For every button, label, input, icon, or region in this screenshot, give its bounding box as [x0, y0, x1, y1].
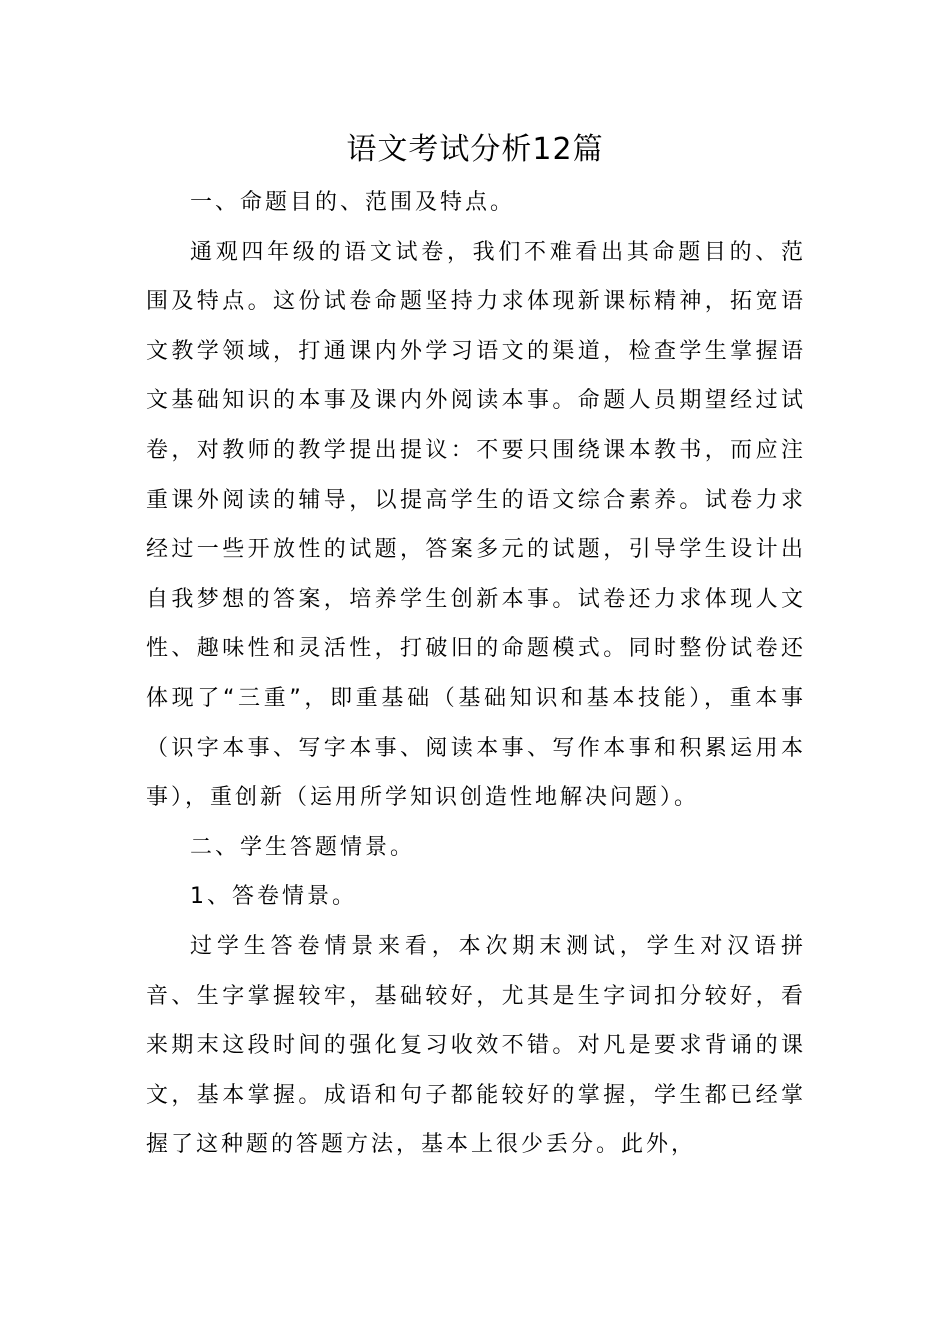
document-title: 语文考试分析12篇 [346, 132, 604, 167]
subsection-heading-1: 1、答卷情景。 [190, 884, 357, 910]
body-paragraph-1: 通观四年级的语文试卷，我们不难看出其命题目的、范围及特点。这份试卷命题坚持力求体现新课标精神，拓宽语文教学领域，打通课内外学习语文的渠道，检查学生掌握语文基础知识的本事及课内外阅读本事。命题人员期望经过试卷，对教师的教学提出提议：不要只围绕课本教书，而应注重课外阅读的辅导，以提高学生的语文综合素养。试卷力求经过一些开放性的试题，答案多元的试题，引导学生设计出自我梦想的答案，培养学生创新本事。试卷还力求体现人文性、趣味性和灵活性，打破旧的命题模式。同时整份试卷还体现了“三重”，即重基础（基础知识和基本技能），重本事（识字本事、写字本事、阅读本事、写作本事和积累运用本事），重创新（运用所学知识创造性地解决问题）。 [146, 239, 806, 811]
section-heading-1: 一、命题目的、范围及特点。 [190, 190, 516, 215]
body-paragraph-2: 过学生答卷情景来看，本次期末测试，学生对汉语拼音、生字掌握较牢，基础较好，尤其是生字词扣分较好，看来期末这段时间的强化复习收效不错。对凡是要求背诵的课文，基本掌握。成语和句子都能较好的掌握，学生都已经掌握了这种题的答题方法，基本上很少丢分。此外， [146, 933, 806, 1158]
section-heading-2: 二、学生答题情景。 [190, 834, 416, 860]
document-body [146, 178, 806, 1170]
